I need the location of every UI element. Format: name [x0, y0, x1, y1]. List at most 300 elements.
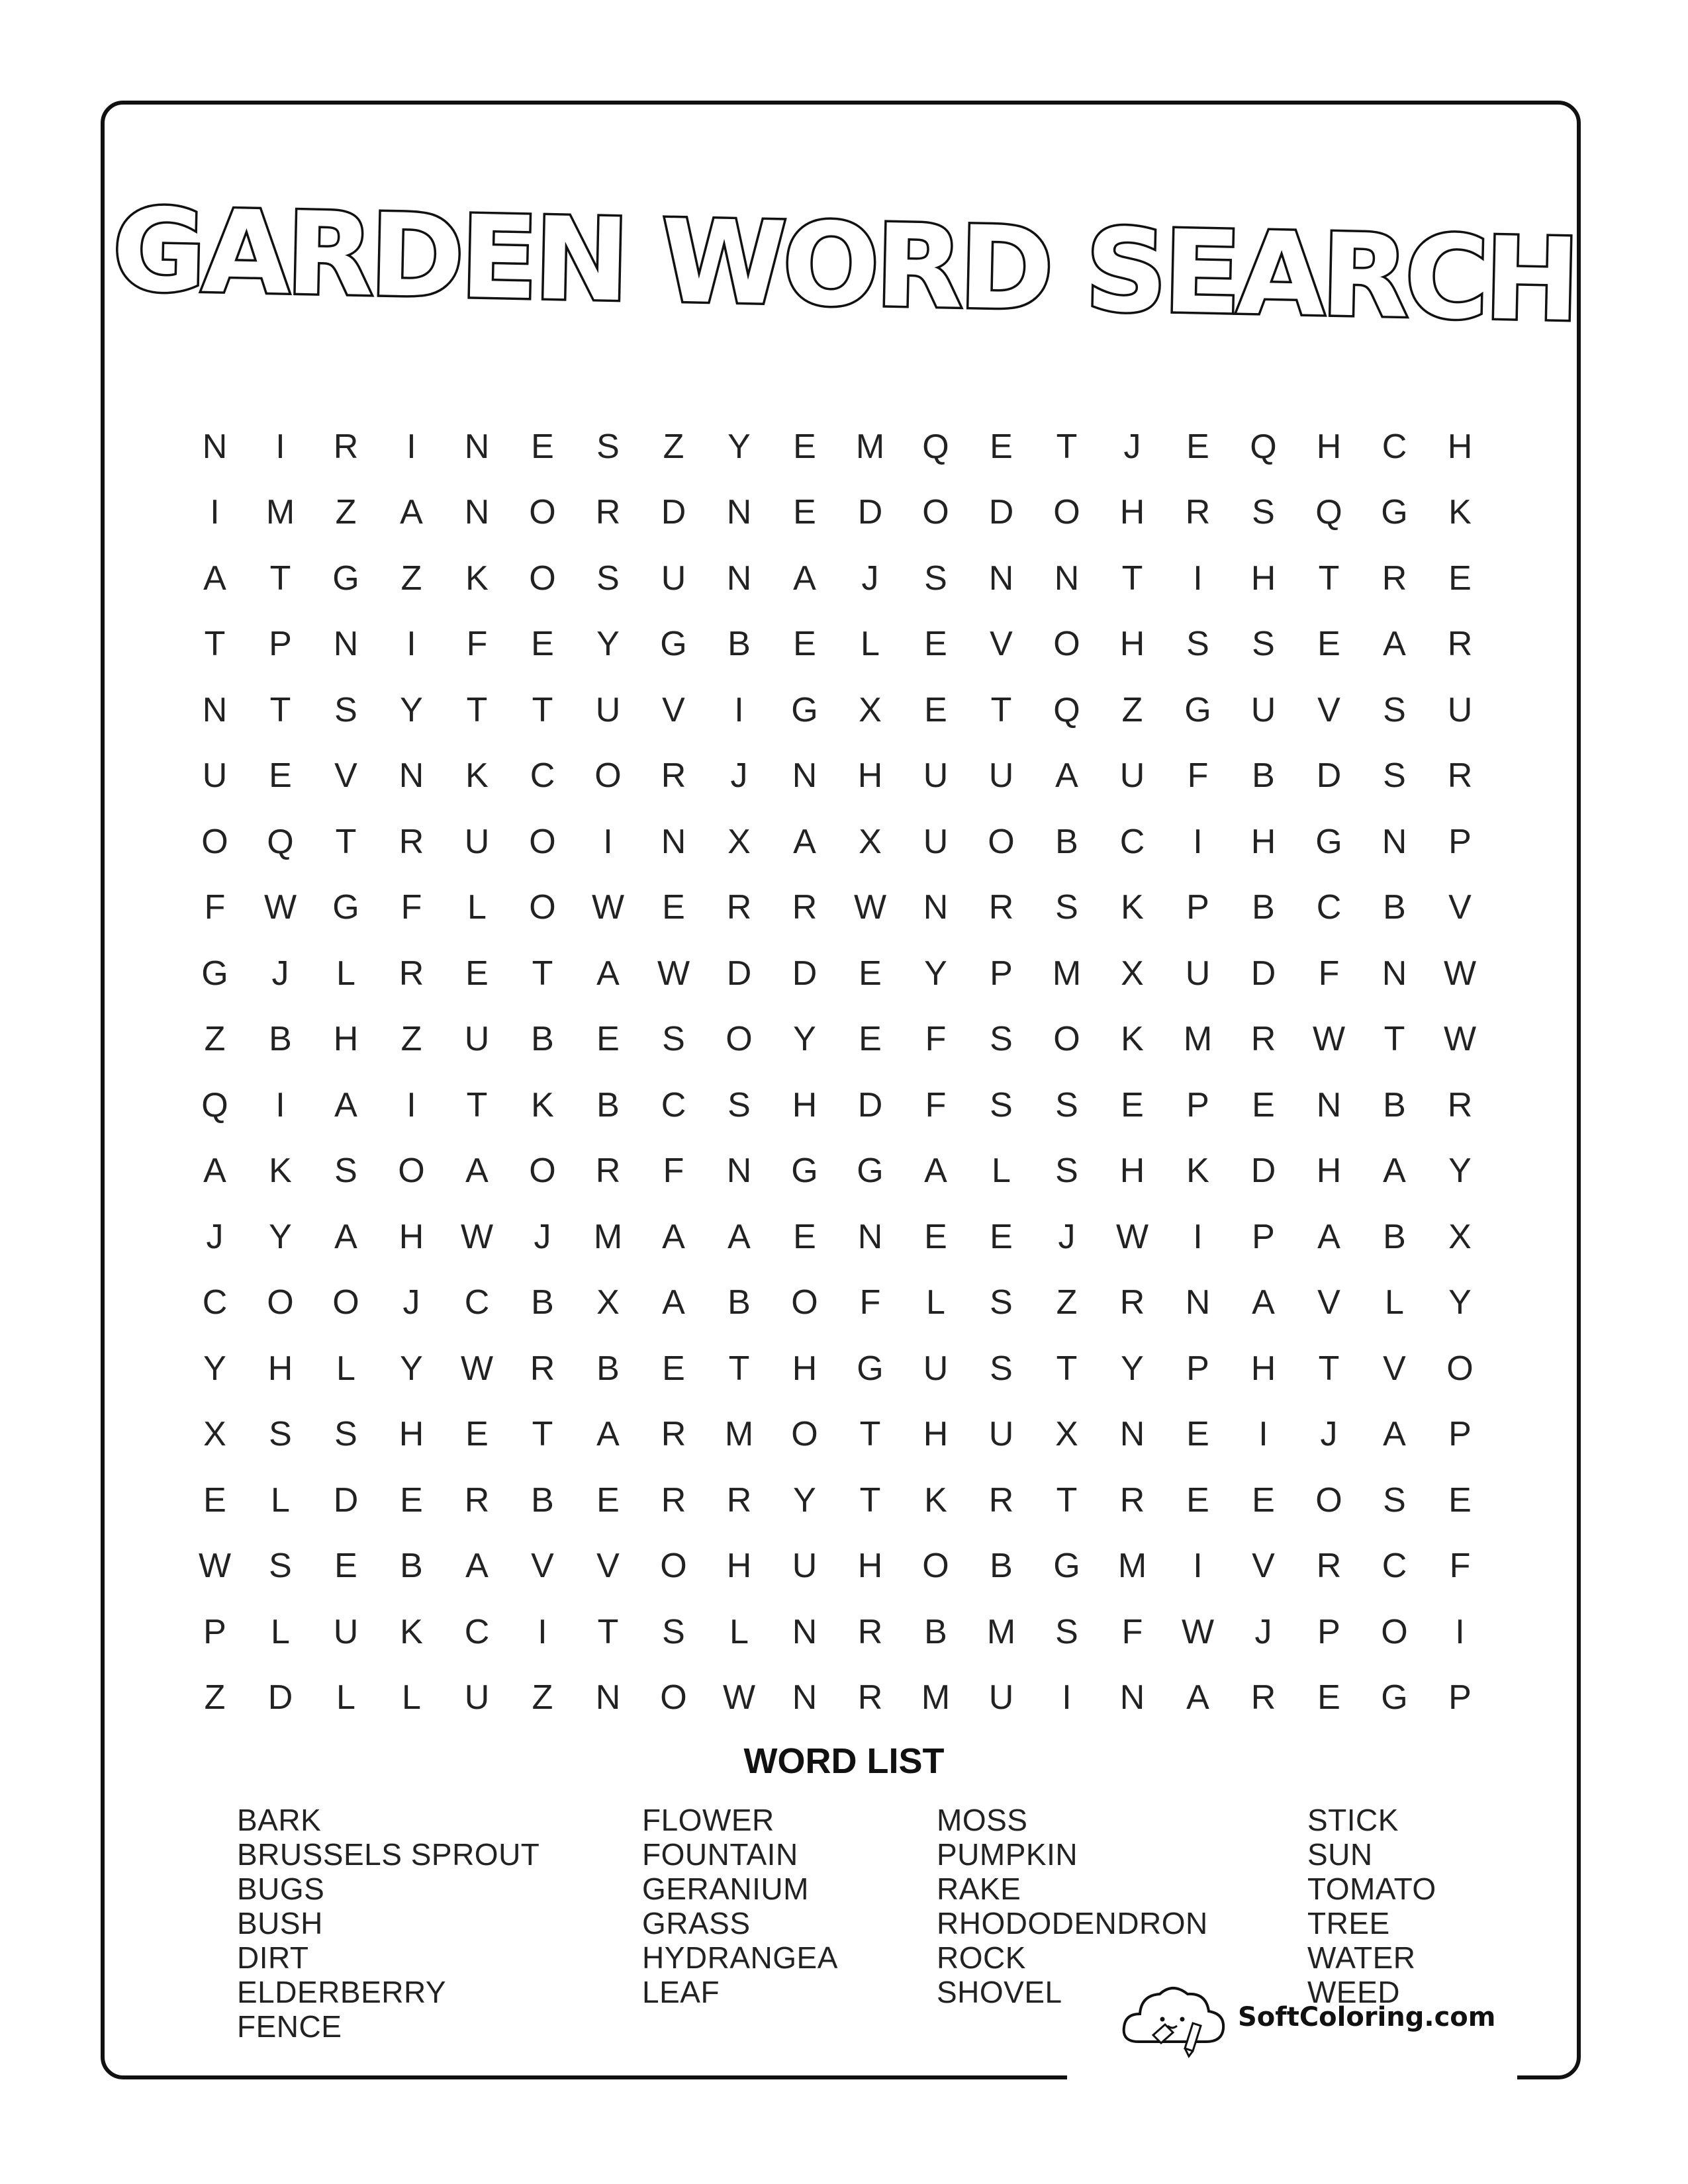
- grid-letter: T: [1056, 1349, 1078, 1388]
- grid-letter: C: [530, 756, 555, 796]
- grid-letter: A: [400, 493, 423, 532]
- grid-letter: P: [990, 954, 1013, 993]
- grid-letter: E: [924, 1217, 947, 1256]
- grid-letter: H: [1119, 493, 1145, 532]
- grid-letter: N: [661, 822, 686, 861]
- grid-letter: I: [1062, 1678, 1072, 1717]
- grid-letter: R: [1316, 1547, 1342, 1586]
- grid-letter: K: [269, 1152, 292, 1191]
- grid-letter: H: [399, 1415, 424, 1454]
- grid-letter: I: [734, 690, 744, 729]
- grid-letter: N: [399, 756, 424, 796]
- grid-letter: T: [597, 1612, 619, 1651]
- grid-letter: X: [596, 1283, 620, 1322]
- grid-letter: W: [1181, 1612, 1215, 1651]
- grid-letter: R: [792, 888, 818, 927]
- grid-letter: E: [465, 954, 489, 993]
- grid-letter: H: [1250, 822, 1276, 861]
- grid-letter: A: [334, 1217, 357, 1256]
- grid-letter: T: [335, 822, 357, 861]
- grid-letter: W: [1115, 1217, 1149, 1256]
- grid-letter: E: [596, 1020, 620, 1059]
- grid-letter: E: [793, 1217, 816, 1256]
- grid-letter: R: [595, 493, 621, 532]
- grid-letter: E: [924, 625, 947, 664]
- grid-letter: Y: [269, 1217, 292, 1256]
- grid-letter: R: [988, 1480, 1014, 1520]
- grid-letter: W: [657, 954, 690, 993]
- grid-letter: K: [924, 1480, 947, 1520]
- grid-letter: S: [1055, 1085, 1078, 1124]
- grid-letter: T: [532, 954, 553, 993]
- grid-letter: S: [334, 690, 357, 729]
- grid-letter: O: [726, 1020, 753, 1059]
- grid-letter: Z: [400, 1020, 422, 1059]
- word-list-item: SUN: [1307, 1837, 1373, 1872]
- grid-letter: F: [1187, 756, 1209, 796]
- grid-letter: D: [1250, 1152, 1276, 1191]
- grid-letter: T: [859, 1480, 881, 1520]
- grid-letter: N: [1119, 1415, 1145, 1454]
- grid-letter: S: [269, 1547, 292, 1586]
- grid-letter: J: [861, 559, 879, 598]
- grid-letter: Y: [203, 1349, 226, 1388]
- grid-letter: N: [857, 1217, 883, 1256]
- grid-letter: Y: [1448, 1283, 1472, 1322]
- grid-letter: J: [730, 756, 748, 796]
- grid-letter: W: [198, 1547, 232, 1586]
- page-title-text: GARDEN WORD SEARCH: [111, 183, 1577, 347]
- grid-letter: R: [1382, 559, 1407, 598]
- grid-letter: I: [1193, 1217, 1203, 1256]
- grid-letter: U: [988, 756, 1014, 796]
- grid-letter: E: [859, 954, 882, 993]
- grid-letter: B: [1383, 888, 1406, 927]
- logo-text: SoftColoring.com: [1238, 2002, 1496, 2032]
- grid-letter: E: [990, 427, 1013, 466]
- grid-letter: P: [1252, 1217, 1275, 1256]
- word-list-item: BARK: [237, 1803, 322, 1837]
- grid-letter: Z: [1056, 1283, 1078, 1322]
- grid-letter: W: [853, 888, 887, 927]
- grid-letter: C: [1316, 888, 1342, 927]
- grid-letter: X: [859, 822, 882, 861]
- grid-letter: U: [792, 1547, 818, 1586]
- grid-letter: T: [1318, 559, 1340, 598]
- grid-letter: U: [464, 1020, 490, 1059]
- grid-letter: O: [988, 822, 1015, 861]
- grid-letter: R: [1119, 1283, 1145, 1322]
- grid-letter: C: [464, 1283, 490, 1322]
- grid-letter: P: [1186, 1085, 1209, 1124]
- grid-letter: O: [922, 1547, 949, 1586]
- grid-letter: R: [1447, 625, 1473, 664]
- grid-letter: J: [206, 1217, 224, 1256]
- cloud-pencil-icon: [1119, 1976, 1231, 2062]
- grid-letter: R: [595, 1152, 621, 1191]
- grid-letter: D: [857, 493, 883, 532]
- grid-letter: T: [990, 690, 1012, 729]
- grid-letter: J: [1254, 1612, 1272, 1651]
- word-list-item: GRASS: [642, 1906, 751, 1940]
- grid-letter: E: [859, 1020, 882, 1059]
- grid-letter: I: [1193, 822, 1203, 861]
- grid-letter: I: [406, 625, 416, 664]
- grid-letter: H: [792, 1085, 818, 1124]
- grid-letter: O: [660, 1547, 687, 1586]
- grid-letter: Z: [335, 493, 357, 532]
- grid-letter: N: [1185, 1283, 1211, 1322]
- grid-letter: H: [1447, 427, 1473, 466]
- grid-letter: U: [1185, 954, 1211, 993]
- grid-letter: L: [729, 1612, 749, 1651]
- grid-letter: E: [662, 888, 685, 927]
- grid-letter: N: [333, 625, 359, 664]
- grid-letter: U: [923, 756, 949, 796]
- grid-letter: N: [1382, 822, 1407, 861]
- grid-letter: A: [203, 559, 226, 598]
- grid-letter: I: [275, 427, 285, 466]
- grid-letter: A: [1055, 756, 1078, 796]
- grid-letter: M: [921, 1678, 951, 1717]
- grid-letter: R: [399, 822, 424, 861]
- grid-letter: H: [333, 1020, 359, 1059]
- grid-letter: F: [400, 888, 422, 927]
- grid-letter: T: [204, 625, 226, 664]
- grid-letter: I: [1455, 1612, 1465, 1651]
- grid-letter: X: [1121, 954, 1144, 993]
- grid-letter: H: [1316, 1152, 1342, 1191]
- grid-letter: R: [1185, 493, 1211, 532]
- grid-letter: T: [1383, 1020, 1405, 1059]
- grid-letter: N: [202, 690, 228, 729]
- grid-letter: U: [923, 1349, 949, 1388]
- word-list-item: GERANIUM: [642, 1872, 809, 1906]
- grid-letter: E: [793, 493, 816, 532]
- word-list-item: RAKE: [937, 1872, 1021, 1906]
- grid-letter: L: [402, 1678, 421, 1717]
- grid-letter: D: [726, 954, 752, 993]
- grid-letter: A: [662, 1217, 685, 1256]
- grid-letter: A: [465, 1152, 489, 1191]
- grid-letter: C: [1382, 427, 1407, 466]
- grid-letter: O: [1446, 1349, 1474, 1388]
- grid-letter: T: [269, 690, 291, 729]
- grid-letter: T: [532, 1415, 553, 1454]
- grid-letter: H: [726, 1547, 752, 1586]
- word-list-item: ELDERBERRY: [237, 1975, 447, 2009]
- grid-letter: S: [990, 1283, 1013, 1322]
- grid-letter: T: [1121, 559, 1143, 598]
- grid-letter: C: [1119, 822, 1145, 861]
- grid-letter: L: [467, 888, 487, 927]
- word-list-item: STICK: [1307, 1803, 1399, 1837]
- grid-letter: O: [922, 493, 949, 532]
- word-list-column-1: [237, 1803, 539, 2044]
- grid-letter: Y: [400, 1349, 423, 1388]
- grid-letter: O: [1053, 1020, 1080, 1059]
- grid-letter: A: [1383, 1152, 1406, 1191]
- grid-letter: E: [269, 756, 292, 796]
- grid-letter: O: [529, 822, 556, 861]
- grid-letter: G: [791, 1152, 818, 1191]
- grid-letter: D: [661, 493, 686, 532]
- grid-letter: O: [529, 493, 556, 532]
- grid-letter: E: [1121, 1085, 1144, 1124]
- grid-letter: W: [1443, 954, 1477, 993]
- grid-letter: N: [726, 559, 752, 598]
- grid-letter: I: [538, 1612, 547, 1651]
- grid-letter: N: [792, 756, 818, 796]
- grid-letter: O: [1315, 1480, 1342, 1520]
- grid-letter: W: [460, 1349, 494, 1388]
- grid-letter: F: [466, 625, 488, 664]
- word-list-item: BRUSSELS SPROUT: [237, 1837, 540, 1872]
- grid-letter: Y: [596, 625, 620, 664]
- grid-letter: Z: [532, 1678, 553, 1717]
- grid-letter: S: [990, 1020, 1013, 1059]
- grid-letter: V: [531, 1547, 554, 1586]
- grid-letter: N: [988, 559, 1014, 598]
- grid-letter: N: [464, 427, 490, 466]
- grid-letter: C: [202, 1283, 228, 1322]
- grid-letter: M: [265, 493, 295, 532]
- grid-letter: K: [1121, 1020, 1144, 1059]
- grid-letter: Q: [201, 1085, 228, 1124]
- grid-letter: T: [532, 690, 553, 729]
- grid-letter: G: [1381, 1678, 1408, 1717]
- grid-letter: S: [1383, 690, 1406, 729]
- grid-letter: M: [1052, 954, 1082, 993]
- grid-letter: Z: [1121, 690, 1143, 729]
- grid-letter: P: [1186, 1349, 1209, 1388]
- grid-letter: H: [399, 1217, 424, 1256]
- grid-letter: B: [1252, 756, 1275, 796]
- grid-letter: O: [594, 756, 622, 796]
- grid-letter: V: [1317, 1283, 1340, 1322]
- grid-letter: N: [923, 888, 949, 927]
- grid-letter: P: [1448, 1415, 1472, 1454]
- grid-letter: V: [334, 756, 357, 796]
- grid-letter: V: [1448, 888, 1472, 927]
- grid-letter: A: [727, 1217, 751, 1256]
- grid-letter: K: [465, 559, 489, 598]
- grid-letter: S: [1055, 888, 1078, 927]
- grid-letter: A: [1252, 1283, 1275, 1322]
- grid-letter: S: [1383, 756, 1406, 796]
- grid-letter: G: [1381, 493, 1408, 532]
- grid-letter: N: [726, 1152, 752, 1191]
- grid-letter: R: [1447, 1085, 1473, 1124]
- word-list-item: LEAF: [642, 1975, 720, 2009]
- grid-letter: L: [336, 1349, 355, 1388]
- grid-letter: E: [793, 625, 816, 664]
- grid-letter: G: [332, 559, 359, 598]
- grid-letter: V: [1383, 1349, 1406, 1388]
- word-list-item: WEED: [1307, 1975, 1400, 2009]
- grid-letter: I: [406, 1085, 416, 1124]
- grid-letter: U: [595, 690, 621, 729]
- grid-letter: E: [334, 1547, 357, 1586]
- grid-letter: S: [334, 1152, 357, 1191]
- grid-letter: S: [662, 1020, 685, 1059]
- grid-letter: B: [727, 1283, 751, 1322]
- grid-letter: E: [1317, 625, 1340, 664]
- grid-letter: X: [1448, 1217, 1472, 1256]
- grid-letter: Q: [1250, 427, 1277, 466]
- grid-letter: S: [1186, 625, 1209, 664]
- grid-letter: T: [1318, 1349, 1340, 1388]
- grid-letter: Z: [663, 427, 684, 466]
- grid-letter: E: [1252, 1085, 1275, 1124]
- grid-letter: E: [793, 427, 816, 466]
- grid-letter: R: [464, 1480, 490, 1520]
- grid-letter: O: [529, 1152, 556, 1191]
- grid-letter: E: [531, 427, 554, 466]
- word-list-item: HYDRANGEA: [642, 1940, 838, 1975]
- grid-letter: Q: [1053, 690, 1080, 729]
- word-list-item: RHODODENDRON: [937, 1906, 1208, 1940]
- grid-letter: Y: [1121, 1349, 1144, 1388]
- grid-letter: A: [465, 1547, 489, 1586]
- grid-letter: X: [859, 690, 882, 729]
- grid-letter: H: [1250, 559, 1276, 598]
- grid-letter: S: [1055, 1612, 1078, 1651]
- grid-letter: X: [203, 1415, 226, 1454]
- grid-letter: A: [1383, 1415, 1406, 1454]
- grid-letter: M: [855, 427, 885, 466]
- grid-letter: S: [334, 1415, 357, 1454]
- grid-letter: V: [990, 625, 1013, 664]
- grid-letter: B: [990, 1547, 1013, 1586]
- grid-letter: E: [596, 1480, 620, 1520]
- grid-letter: Q: [1315, 493, 1342, 532]
- grid-letter: S: [1252, 625, 1275, 664]
- grid-letter: X: [1055, 1415, 1078, 1454]
- grid-letter: Z: [400, 559, 422, 598]
- grid-letter: F: [1318, 954, 1340, 993]
- grid-letter: N: [726, 493, 752, 532]
- grid-letter: F: [663, 1152, 684, 1191]
- grid-letter: B: [924, 1612, 947, 1651]
- grid-letter: B: [531, 1283, 554, 1322]
- grid-letter: H: [923, 1415, 949, 1454]
- grid-letter: R: [726, 1480, 752, 1520]
- grid-letter: T: [466, 690, 488, 729]
- grid-letter: A: [793, 822, 816, 861]
- grid-letter: R: [1250, 1020, 1276, 1059]
- border-gap: [1067, 2068, 1517, 2094]
- grid-letter: F: [859, 1283, 881, 1322]
- grid-letter: R: [857, 1612, 883, 1651]
- grid-letter: F: [925, 1020, 947, 1059]
- grid-letter: K: [1121, 888, 1144, 927]
- grid-letter: R: [857, 1678, 883, 1717]
- grid-letter: S: [1055, 1152, 1078, 1191]
- grid-letter: T: [466, 1085, 488, 1124]
- grid-letter: D: [1250, 954, 1276, 993]
- grid-letter: R: [661, 1415, 686, 1454]
- word-list-item: FOUNTAIN: [642, 1837, 798, 1872]
- grid-letter: M: [1117, 1547, 1147, 1586]
- grid-letter: P: [1317, 1612, 1340, 1651]
- grid-letter: N: [595, 1678, 621, 1717]
- word-list-item: SHOVEL: [937, 1975, 1062, 2009]
- grid-letter: R: [661, 756, 686, 796]
- grid-letter: T: [1056, 1480, 1078, 1520]
- grid-letter: K: [1186, 1152, 1209, 1191]
- grid-letter: M: [1183, 1020, 1213, 1059]
- grid-letter: Y: [400, 690, 423, 729]
- grid-letter: U: [988, 1678, 1014, 1717]
- grid-letter: E: [1186, 1480, 1209, 1520]
- grid-letter: E: [662, 1349, 685, 1388]
- grid-letter: W: [460, 1217, 494, 1256]
- grid-letter: N: [464, 493, 490, 532]
- grid-letter: A: [596, 954, 620, 993]
- grid-letter: C: [464, 1612, 490, 1651]
- grid-letter: C: [1382, 1547, 1407, 1586]
- grid-letter: R: [1250, 1678, 1276, 1717]
- grid-letter: E: [1448, 559, 1472, 598]
- grid-letter: J: [402, 1283, 420, 1322]
- grid-letter: Q: [267, 822, 294, 861]
- grid-letter: J: [1058, 1217, 1076, 1256]
- grid-letter: D: [267, 1678, 293, 1717]
- grid-letter: S: [990, 1349, 1013, 1388]
- grid-letter: G: [660, 625, 687, 664]
- grid-letter: U: [988, 1415, 1014, 1454]
- grid-letter: H: [1316, 427, 1342, 466]
- grid-letter: K: [1448, 493, 1472, 532]
- grid-letter: B: [596, 1085, 620, 1124]
- grid-letter: Z: [204, 1678, 226, 1717]
- grid-letter: N: [202, 427, 228, 466]
- grid-letter: U: [202, 756, 228, 796]
- grid-letter: H: [857, 756, 883, 796]
- grid-letter: O: [201, 822, 228, 861]
- grid-letter: A: [924, 1152, 947, 1191]
- grid-letter: W: [1443, 1020, 1477, 1059]
- grid-letter: S: [662, 1612, 685, 1651]
- grid-letter: E: [1186, 427, 1209, 466]
- grid-letter: J: [271, 954, 289, 993]
- grid-letter: E: [1186, 1415, 1209, 1454]
- grid-letter: A: [793, 559, 816, 598]
- grid-letter: L: [861, 625, 880, 664]
- grid-letter: N: [1054, 559, 1080, 598]
- grid-letter: S: [1383, 1480, 1406, 1520]
- grid-letter: A: [1383, 625, 1406, 664]
- grid-letter: V: [596, 1547, 620, 1586]
- grid-letter: U: [923, 822, 949, 861]
- grid-letter: G: [791, 690, 818, 729]
- grid-letter: L: [992, 1152, 1011, 1191]
- grid-letter: S: [1252, 493, 1275, 532]
- word-list-item: MOSS: [937, 1803, 1028, 1837]
- grid-letter: D: [988, 493, 1014, 532]
- grid-letter: O: [529, 888, 556, 927]
- grid-letter: B: [531, 1020, 554, 1059]
- grid-letter: S: [596, 559, 620, 598]
- grid-letter: F: [204, 888, 226, 927]
- grid-letter: U: [464, 822, 490, 861]
- grid-letter: U: [1250, 690, 1276, 729]
- word-list-column-2: [642, 1803, 838, 2009]
- grid-letter: A: [1317, 1217, 1340, 1256]
- grid-letter: A: [203, 1152, 226, 1191]
- grid-letter: O: [398, 1152, 425, 1191]
